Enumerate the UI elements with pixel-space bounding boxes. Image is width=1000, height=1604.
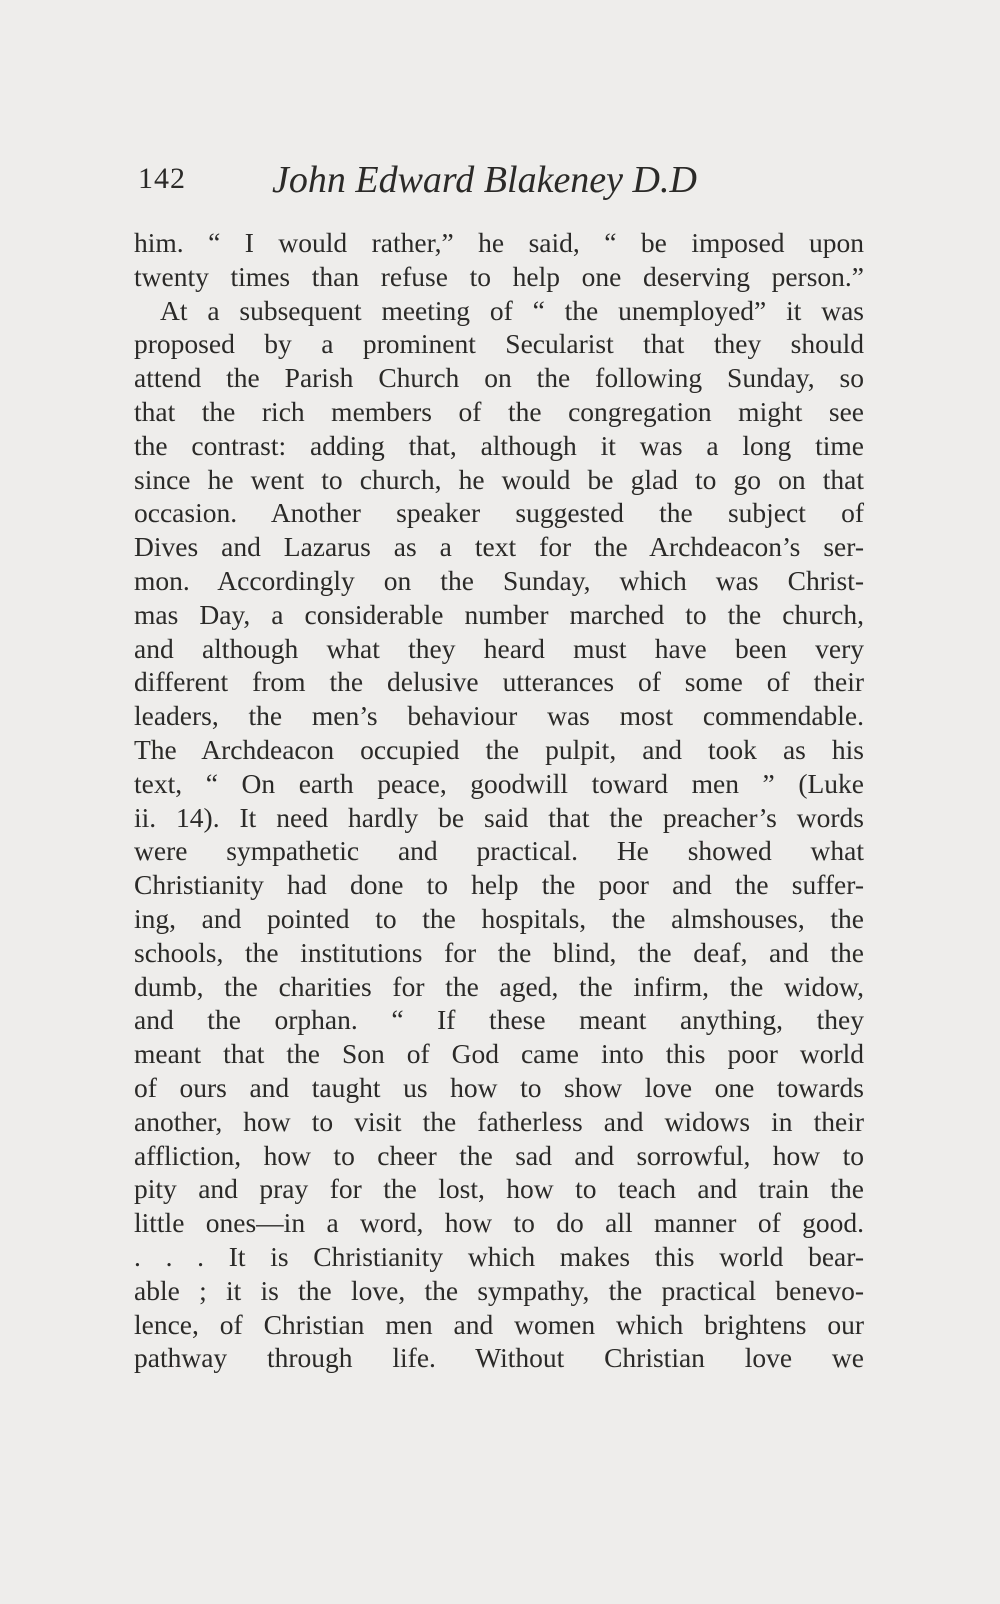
body-text — [134, 226, 864, 1375]
text-line: different from the delusive utterances of some of their — [134, 666, 864, 698]
text-line: text, “ On earth peace, goodwill toward men ” (Luke — [134, 767, 864, 799]
text-line: Dives and Lazarus as a text for the Archdeacon’s ser- — [134, 531, 864, 563]
text-line: little ones—in a word, how to do all manner of good. — [134, 1207, 864, 1239]
text-line: ii. 14). It need hardly be said that the preacher’s words — [134, 801, 864, 833]
running-title: John Edward Blakeney D.D — [272, 159, 697, 201]
text-line: twenty times than refuse to help one deserving person.” — [134, 260, 864, 292]
text-line: lence, of Christian men and women which brightens our — [134, 1308, 864, 1340]
text-line: were sympathetic and practical. He showed what — [134, 835, 864, 867]
text-line: . . . It is Christianity which makes this world bear- — [134, 1240, 864, 1272]
text-line: pity and pray for the lost, how to teach and train the — [134, 1173, 864, 1205]
page-number: 142 — [138, 162, 186, 195]
text-line: able ; it is the love, the sympathy, the practical benevo- — [134, 1274, 864, 1306]
text-line: dumb, the charities for the aged, the infirm, the widow, — [134, 970, 864, 1002]
text-line: another, how to visit the fatherless and widows in their — [134, 1105, 864, 1137]
text-line: Christianity had done to help the poor and the suffer- — [134, 869, 864, 901]
text-line: mas Day, a considerable number marched to the church, — [134, 598, 864, 630]
text-line: and the orphan. “ If these meant anything, they — [134, 1004, 864, 1036]
text-line: attend the Parish Church on the following Sunday, so — [134, 362, 864, 394]
text-line: the contrast: adding that, although it was a long time — [134, 429, 864, 461]
text-line: him. “ I would rather,” he said, “ be imposed upon — [134, 227, 864, 258]
text-line: leaders, the men’s behaviour was most commendable. — [134, 700, 864, 732]
text-line: At a subsequent meeting of “ the unemployed” it was — [160, 294, 864, 326]
text-line: affliction, how to cheer the sad and sorrowful, how to — [134, 1139, 864, 1171]
text-line: that the rich members of the congregation might see — [134, 395, 864, 427]
text-line: pathway through life. Without Christian love we — [134, 1342, 864, 1374]
text-line: ing, and pointed to the hospitals, the almshouses, the — [134, 902, 864, 934]
text-line: mon. Accordingly on the Sunday, which was Christ- — [134, 564, 864, 596]
text-line: meant that the Son of God came into this poor world — [134, 1038, 864, 1070]
text-line: schools, the institutions for the blind, the deaf, and the — [134, 936, 864, 968]
text-line: occasion. Another speaker suggested the subject of — [134, 497, 864, 529]
text-line: and although what they heard must have been very — [134, 632, 864, 664]
text-line: since he went to church, he would be glad to go on that — [134, 463, 864, 495]
text-line: of ours and taught us how to show love one towards — [134, 1071, 864, 1103]
text-line: proposed by a prominent Secularist that they should — [134, 328, 864, 360]
text-line: The Archdeacon occupied the pulpit, and took as his — [134, 733, 864, 765]
running-head — [134, 158, 734, 208]
